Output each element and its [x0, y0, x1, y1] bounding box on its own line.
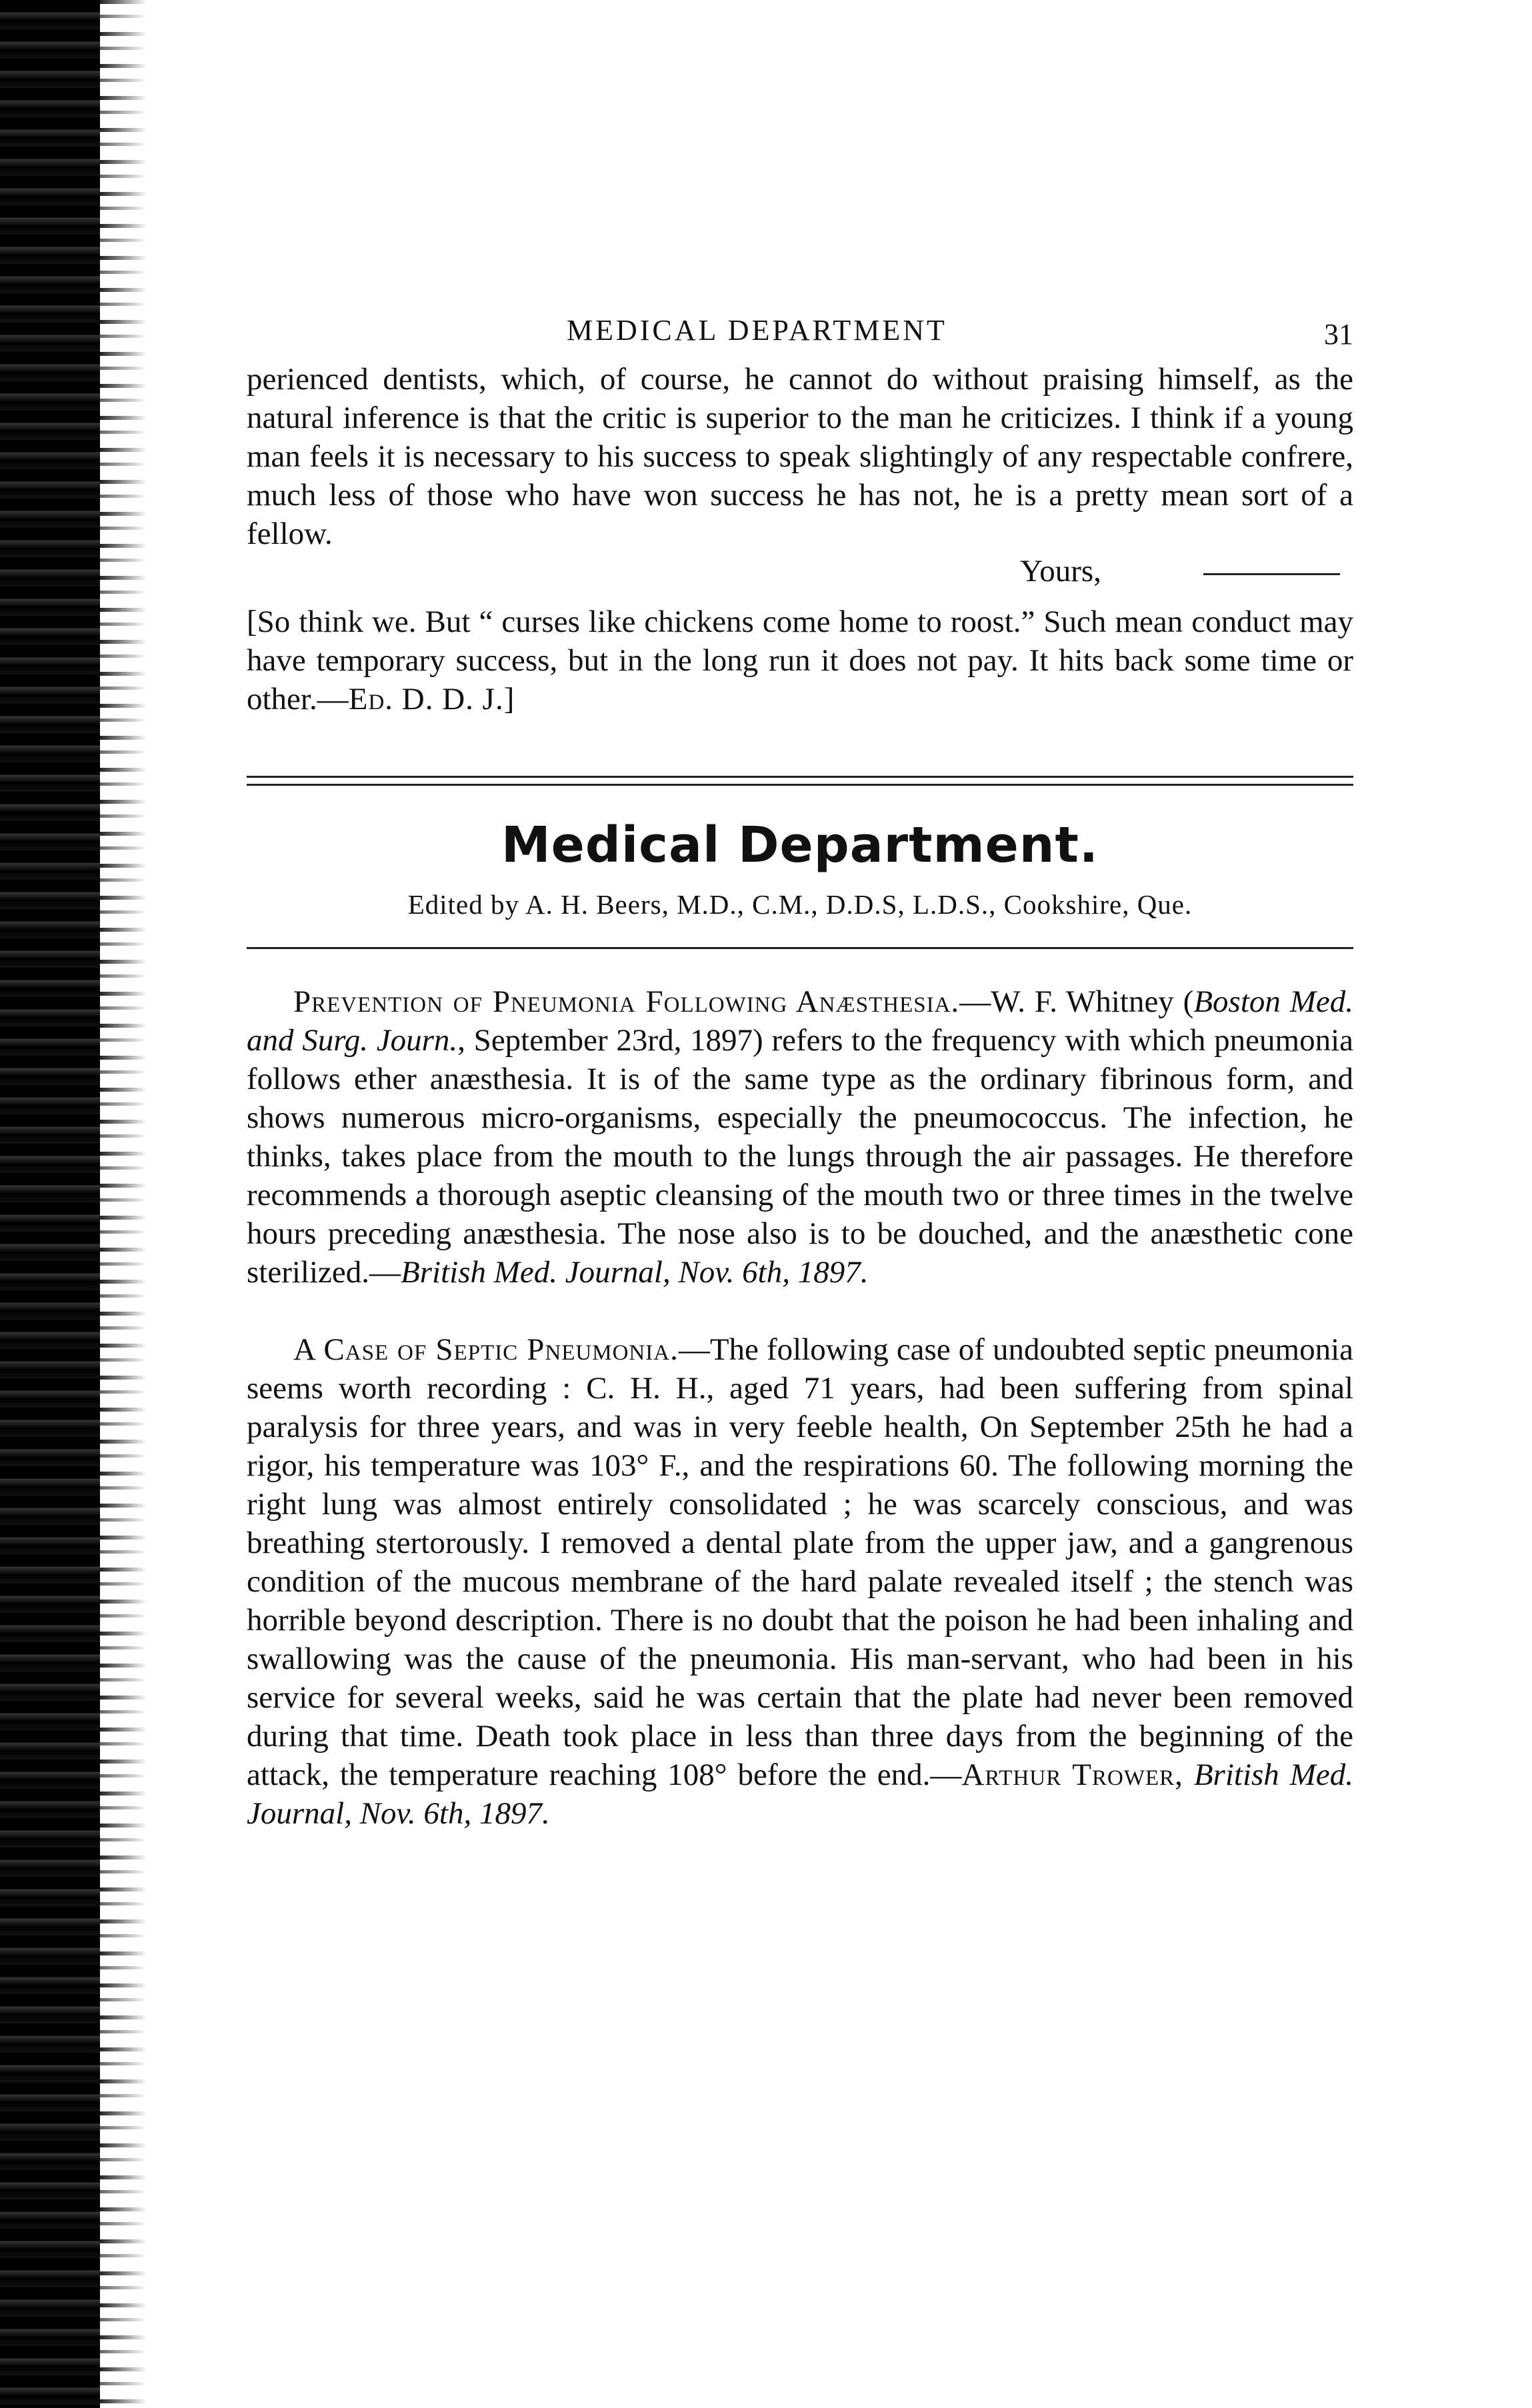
editor-note-body: [So think we. But “ curses like chickens come home to roost.” Such mean conduct may have temporary success, but in the long run it does not pay. It hits back some time or other.—: [247, 604, 1353, 716]
section-divider-double: [247, 776, 1353, 786]
book-binding-edge: [0, 0, 100, 2408]
article-author: Arthur Trower,: [961, 1758, 1183, 1792]
article-text: —The following case of undoubted septic pneumonia seems worth recording : C. H. H., aged 71 years, had been suffering from spinal paralysis for three years, and was in very feeble health, On September 25th he had a rigor, his temperature was 103° F., and the respirations 60. The following morning the right lung was almost entirely consolidated ; he was scarcely conscious, and was breathing stertorously. I removed a dental plate from the upper jaw, and a gangrenous condition of the mucous membrane of the hard palate revealed itself ; the stench was horrible beyond description. There is no doubt that the poison he had been inhaling and swallowing was the cause of the pneumonia. His man-servant, who had been in his service for several weeks, said he was certain that the plate had never been removed during that time. Death took place in less than three days from the beginning of the attack, the temperature reaching 108° before the end.—: [247, 1332, 1353, 1792]
article-body: [247, 1330, 1353, 1833]
article-citation: Boston Med. and Surg. Journ.: [247, 984, 1353, 1058]
article-source: British Med. Journal, Nov. 6th, 1897.: [247, 1758, 1353, 1831]
letter-continuation: [247, 360, 1353, 553]
article-text: —W. F. Whitney (: [959, 984, 1194, 1019]
running-head: [247, 313, 1353, 360]
section-editor-line: Edited by A. H. Beers, M.D., C.M., D.D.S, L.D.S., Cookshire, Que.: [407, 889, 1193, 920]
article-pneumonia-prevention: [247, 982, 1353, 1292]
editor-signature: Ed. D. D. J.]: [348, 682, 515, 716]
page-content: [247, 313, 1353, 1833]
letter-text: perienced dentists, which, of course, he cannot do without praising himself, as the natural inference is that the critic is superior to the man he criticizes. I think if a young man feels it is necessary to his success to speak slightingly of any respectable confrere, much less of those who have won success he has not, he is a pretty mean sort of a fellow.: [247, 362, 1353, 551]
running-title: MEDICAL DEPARTMENT: [567, 314, 947, 347]
signature-dash: [1203, 573, 1340, 575]
section-title: Medical Department.: [501, 816, 1099, 874]
letter-signoff: [247, 553, 1353, 593]
page-number: 31: [1324, 318, 1353, 351]
article-text: , September 23rd, 1897) refers to the frequency with which pneumonia follows ether anæsthesia. It is of the same type as the ordinary fibrinous form, and shows numerous micro-organisms, especially the pneumococcus. The infection, he thinks, takes place from the mouth to the lungs through the air passages. He therefore recommends a thorough aseptic cleansing of the mouth two or three times in the twelve hours preceding anæsthesia. The nose also is to be douched, and the anæsthetic cone sterilized.—: [247, 1023, 1353, 1290]
article-septic-pneumonia: [247, 1330, 1353, 1833]
section-divider: [247, 947, 1353, 949]
editor-note: [247, 602, 1353, 718]
article-body: [247, 982, 1353, 1292]
letter-closing: Yours,: [1020, 554, 1101, 589]
editor-note-text: [247, 602, 1353, 718]
article-source: British Med. Journal, Nov. 6th, 1897.: [401, 1255, 869, 1290]
article-heading: Prevention of Pneumonia Following Anæsthesia.: [293, 984, 960, 1019]
article-heading: A Case of Septic Pneumonia.: [293, 1332, 679, 1367]
